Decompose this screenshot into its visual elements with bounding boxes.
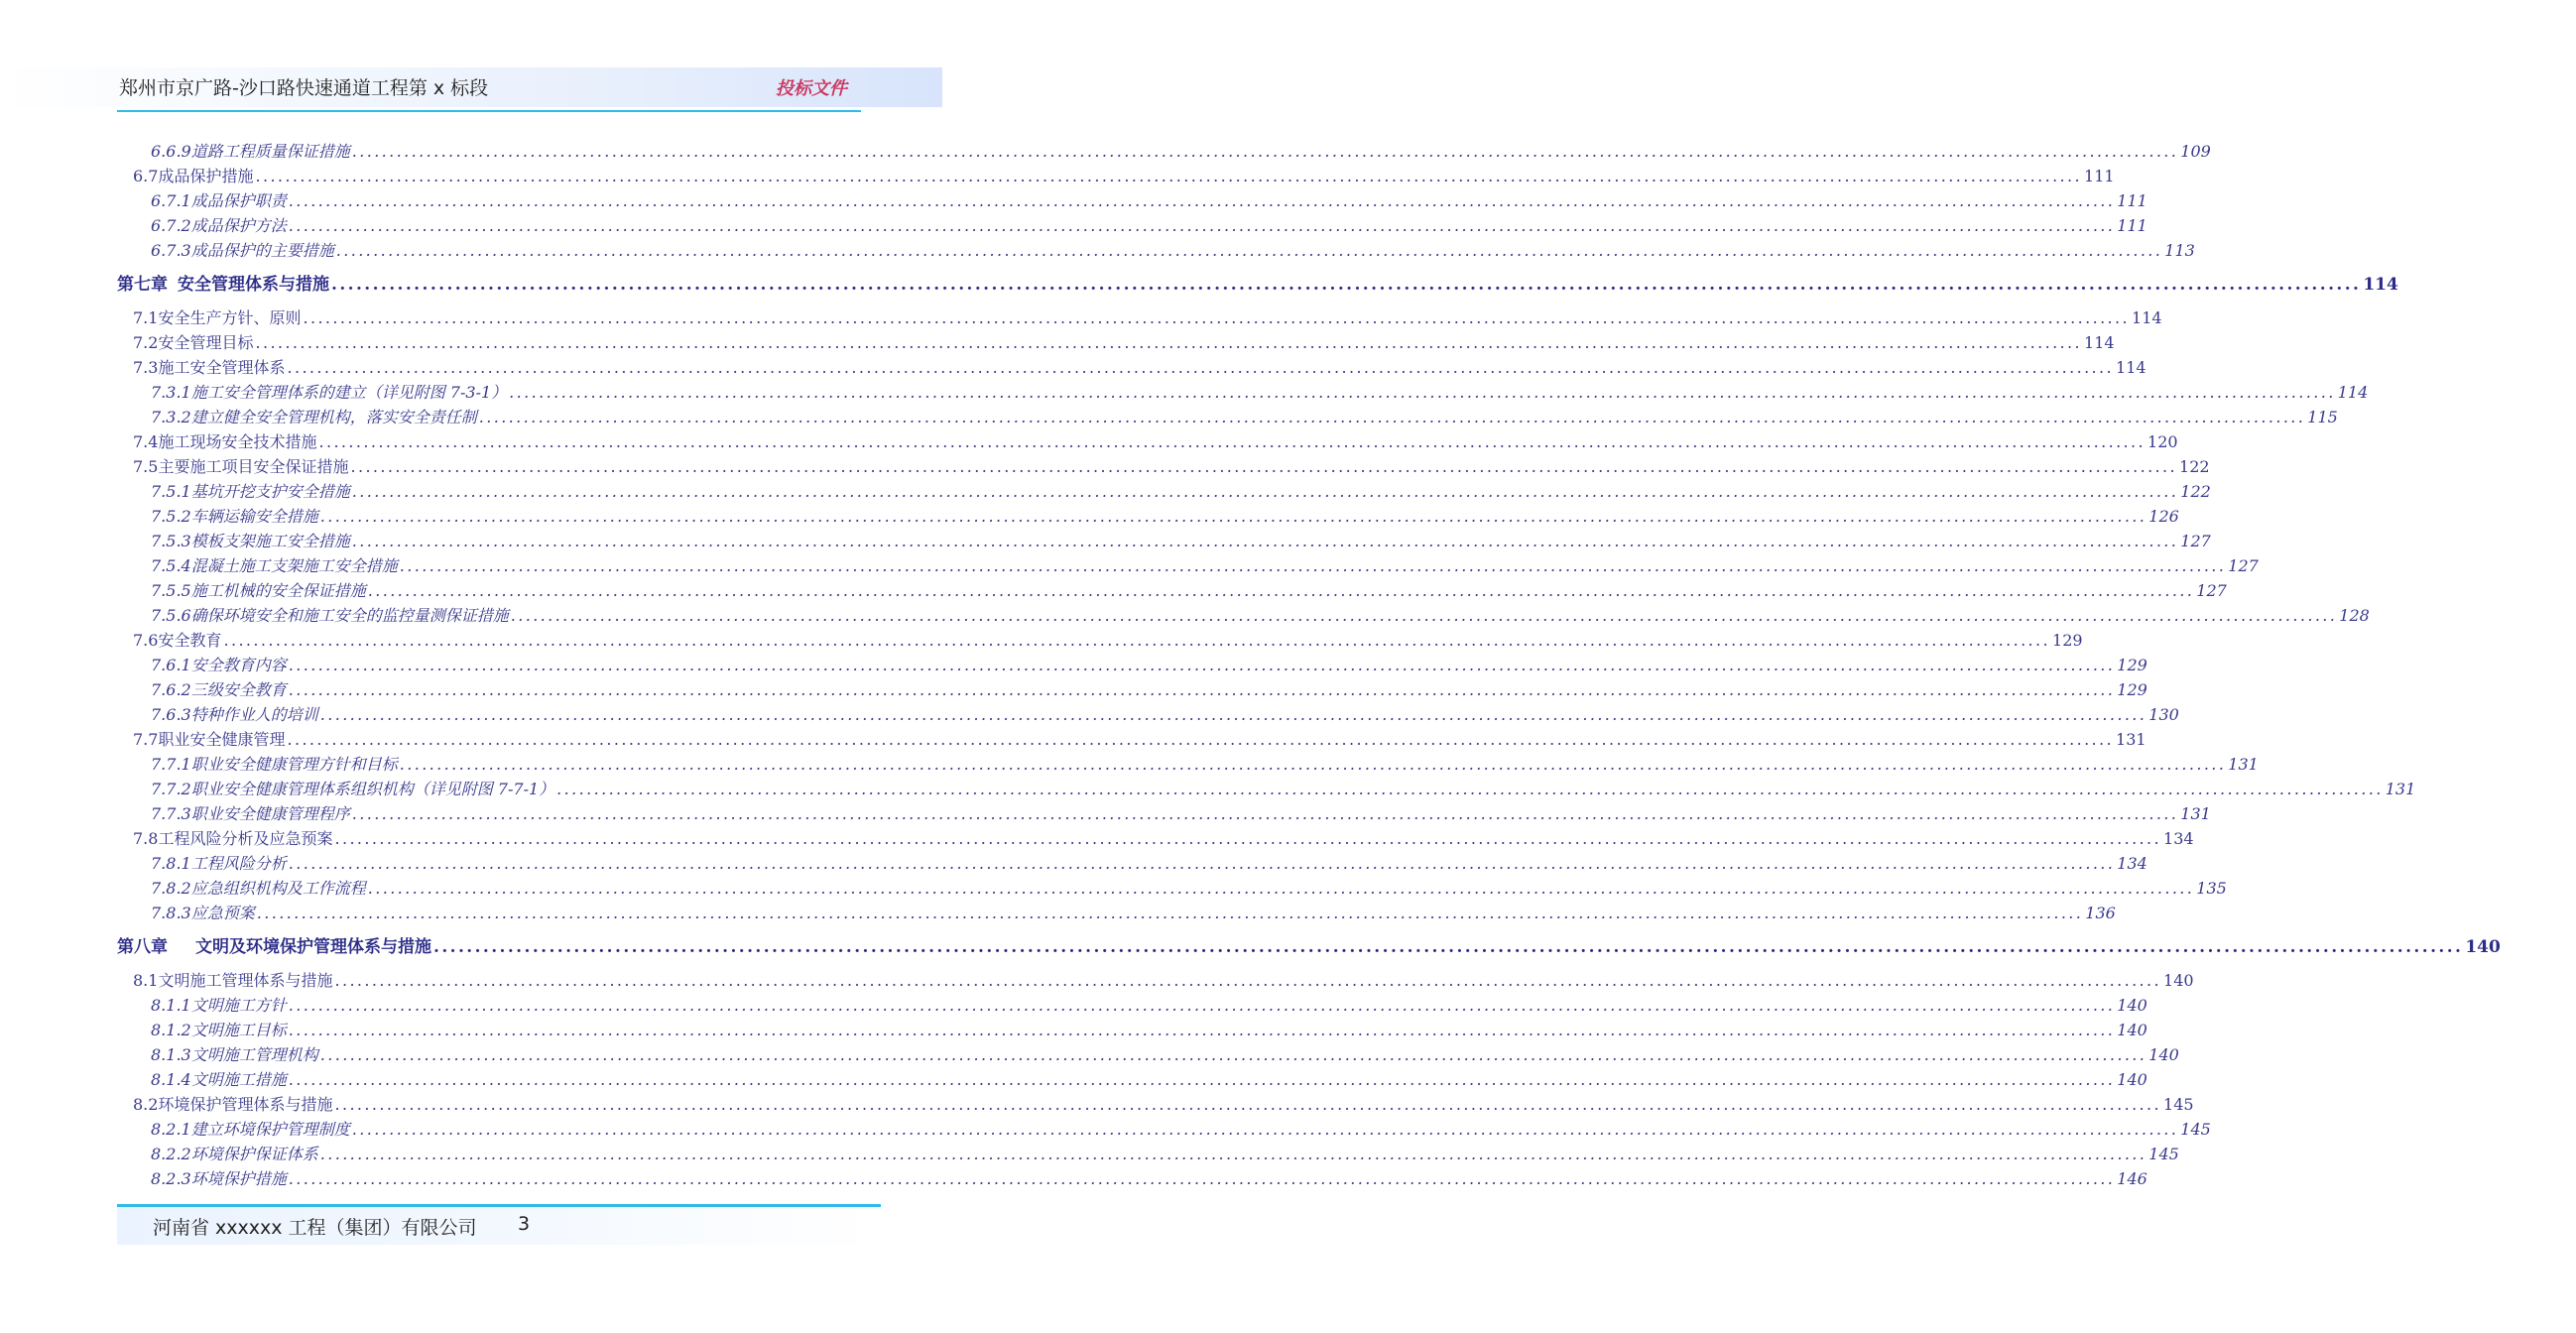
toc-entry[interactable] xyxy=(0,1068,2147,1092)
toc-entry-title: 施工机械的安全保证措施 xyxy=(190,581,366,600)
toc-entry-title: 道路工程质量保证措施 xyxy=(190,142,350,161)
toc-entry[interactable] xyxy=(0,331,2115,355)
toc-entry-title: 应急预案 xyxy=(190,904,255,922)
toc-entry[interactable] xyxy=(0,802,2211,826)
toc-entry-page: 111 xyxy=(2084,167,2115,185)
toc-entry-number: 第七章 xyxy=(117,275,168,295)
toc-entry[interactable] xyxy=(0,827,2194,851)
toc-leader-dots xyxy=(352,140,2179,164)
toc-entry-title: 施工安全管理体系的建立（详见附图 7-3-1） xyxy=(190,383,508,402)
toc-leader-dots xyxy=(334,827,2161,851)
toc-entry[interactable] xyxy=(0,1118,2211,1142)
toc-leader-dots xyxy=(318,430,2146,454)
toc-entry-number: 8.1.1 xyxy=(151,996,191,1015)
toc-entry-title: 基坑开挖支护安全措施 xyxy=(190,482,350,501)
toc-entry[interactable] xyxy=(0,480,2211,504)
toc-entry-title: 文明施工方针 xyxy=(190,996,287,1015)
toc-leader-dots xyxy=(320,505,2147,529)
toc-entry-number: 6.7.2 xyxy=(151,216,191,235)
toc-entry-number: 6.7.1 xyxy=(151,191,191,210)
toc-entry[interactable] xyxy=(0,455,2210,479)
toc-entry-page: 113 xyxy=(2164,241,2195,260)
toc-entry-page: 111 xyxy=(2117,191,2147,210)
toc-entry-page: 134 xyxy=(2117,854,2147,873)
toc-entry-page: 127 xyxy=(2228,556,2259,575)
toc-entry-page: 131 xyxy=(2180,804,2211,823)
toc-entry-title: 职业安全健康管理程序 xyxy=(190,804,350,823)
toc-entry-title: 文明施工管理体系与措施 xyxy=(158,971,333,990)
toc-entry[interactable] xyxy=(0,604,2370,628)
toc-leader-dots xyxy=(479,406,2306,429)
toc-entry[interactable] xyxy=(0,1143,2179,1166)
toc-entry-number: 7.3.2 xyxy=(151,408,191,426)
toc-entry-number: 6.7.3 xyxy=(151,241,191,260)
toc-entry-page: 140 xyxy=(2117,1070,2147,1089)
toc-entry-page: 146 xyxy=(2117,1169,2147,1188)
toc-entry-page: 129 xyxy=(2117,680,2147,699)
toc-entry-title: 建立健全安全管理机构，落实安全责任制 xyxy=(190,408,477,426)
toc-entry-title: 混凝土施工支架施工安全措施 xyxy=(190,556,398,575)
header-title: 郑州市京广路-沙口路快速通道工程第 x 标段 xyxy=(119,77,489,99)
toc-entry-page: 128 xyxy=(2339,606,2370,625)
toc-leader-dots xyxy=(289,654,2116,677)
toc-leader-dots xyxy=(352,480,2179,504)
toc-entry-number: 7.7.1 xyxy=(151,755,191,774)
toc-entry-number: 7.5.3 xyxy=(151,532,191,550)
toc-entry-title: 文明施工管理机构 xyxy=(190,1045,318,1064)
toc-entry[interactable] xyxy=(0,430,2178,454)
toc-entry-page: 111 xyxy=(2117,216,2147,235)
toc-leader-dots xyxy=(320,703,2147,727)
toc-entry-number: 6.7 xyxy=(133,167,159,185)
toc-entry-page: 114 xyxy=(2084,333,2115,352)
toc-entry-page: 120 xyxy=(2147,432,2178,451)
toc-leader-dots xyxy=(511,604,2338,628)
toc-entry-title: 施工现场安全技术措施 xyxy=(158,432,317,451)
toc-entry-title: 主要施工项目安全保证措施 xyxy=(158,457,349,476)
toc-entry[interactable] xyxy=(0,654,2147,677)
toc-entry-number: 7.8.1 xyxy=(151,854,191,873)
toc-leader-dots xyxy=(368,877,2195,901)
toc-leader-dots xyxy=(257,902,2084,925)
toc-entry-page: 140 xyxy=(2163,971,2194,990)
toc-entry-page: 122 xyxy=(2180,482,2211,501)
toc-entry-page: 127 xyxy=(2180,532,2211,550)
toc-entry[interactable] xyxy=(0,165,2115,188)
toc-entry[interactable] xyxy=(0,703,2179,727)
toc-entry-page: 140 xyxy=(2465,937,2501,957)
toc-leader-dots xyxy=(334,969,2161,993)
toc-entry[interactable] xyxy=(0,140,2211,164)
toc-entry[interactable] xyxy=(0,778,2416,801)
toc-entry-title: 成品保护的主要措施 xyxy=(190,241,334,260)
toc-entry-number: 7.5.4 xyxy=(151,556,191,575)
toc-leader-dots xyxy=(255,165,2082,188)
toc-entry-title: 工程风险分析 xyxy=(190,854,287,873)
toc-leader-dots xyxy=(400,753,2227,777)
toc-entry[interactable] xyxy=(0,406,2338,429)
toc-leader-dots xyxy=(289,852,2116,876)
toc-entry-title: 安全教育 xyxy=(158,631,222,650)
toc-leader-dots xyxy=(287,356,2114,380)
toc-entry-number: 8.1 xyxy=(133,971,159,990)
toc-entry-number: 第八章 xyxy=(117,937,168,957)
toc-leader-dots xyxy=(334,1093,2161,1117)
toc-entry-page: 135 xyxy=(2196,879,2227,898)
toc-entry-page: 131 xyxy=(2116,730,2147,749)
toc-entry-title: 职业安全健康管理方针和目标 xyxy=(190,755,398,774)
toc-entry-number: 8.2.1 xyxy=(151,1120,191,1139)
toc-entry-number: 7.5 xyxy=(133,457,159,476)
toc-entry-page: 134 xyxy=(2163,829,2194,848)
toc-leader-dots xyxy=(289,994,2116,1018)
toc-entry[interactable] xyxy=(0,530,2211,553)
toc-entry-number: 7.5.5 xyxy=(151,581,191,600)
toc-entry-title: 应急组织机构及工作流程 xyxy=(190,879,366,898)
toc-entry-number: 7.6.2 xyxy=(151,680,191,699)
toc-entry-number: 8.1.2 xyxy=(151,1021,191,1039)
toc-leader-dots xyxy=(255,331,2082,355)
toc-entry-page: 129 xyxy=(2117,656,2147,674)
toc-entry[interactable] xyxy=(0,678,2147,702)
toc-leader-dots xyxy=(289,1167,2116,1191)
toc-entry-number: 8.2.2 xyxy=(151,1145,191,1163)
toc-leader-dots xyxy=(223,629,2050,653)
toc-entry-title: 工程风险分析及应急预案 xyxy=(158,829,333,848)
toc-leader-dots xyxy=(556,778,2384,801)
toc-entry-title: 成品保护方法 xyxy=(190,216,287,235)
toc-entry[interactable] xyxy=(0,306,2162,330)
toc-entry[interactable] xyxy=(0,877,2227,901)
toc-entry-title: 施工安全管理体系 xyxy=(158,358,286,377)
toc-leader-dots xyxy=(368,579,2195,603)
toc-entry[interactable] xyxy=(0,381,2369,405)
toc-entry[interactable] xyxy=(0,728,2147,752)
toc-entry-page: 109 xyxy=(2180,142,2211,161)
toc-entry[interactable] xyxy=(0,994,2147,1018)
toc-entry-number: 7.5.1 xyxy=(151,482,191,501)
toc-entry-title: 确保环境安全和施工安全的监控量测保证措施 xyxy=(190,606,509,625)
toc-entry-title: 成品保护职责 xyxy=(190,191,287,210)
toc-entry-title: 车辆运输安全措施 xyxy=(190,507,318,526)
toc-entry-number: 7.7 xyxy=(133,730,159,749)
toc-entry-page: 114 xyxy=(2337,383,2369,402)
toc-entry[interactable] xyxy=(0,239,2195,263)
toc-entry-page: 114 xyxy=(2116,358,2147,377)
toc-leader-dots xyxy=(433,935,2463,959)
toc-leader-dots xyxy=(289,678,2116,702)
toc-entry-number: 7.5.6 xyxy=(151,606,191,625)
footer-company: 河南省 xxxxxx 工程（集团）有限公司 xyxy=(153,1217,477,1239)
toc-entry-number: 7.3.1 xyxy=(151,383,191,402)
toc-entry[interactable] xyxy=(0,969,2194,993)
toc-entry-page: 114 xyxy=(2132,308,2162,327)
toc-entry-title: 安全教育内容 xyxy=(190,656,287,674)
toc-entry-number: 8.2.3 xyxy=(151,1169,191,1188)
toc-entry-page: 131 xyxy=(2228,755,2259,774)
toc-entry-page: 122 xyxy=(2179,457,2210,476)
toc-entry[interactable] xyxy=(0,1093,2194,1117)
toc-entry-page: 145 xyxy=(2163,1095,2194,1114)
toc-entry-page: 131 xyxy=(2385,780,2416,798)
toc-leader-dots xyxy=(336,239,2163,263)
toc-entry-page: 127 xyxy=(2196,581,2227,600)
toc-entry-number: 8.1.4 xyxy=(151,1070,191,1089)
toc-entry-number: 7.6.3 xyxy=(151,705,191,724)
page-number: 3 xyxy=(518,1213,531,1235)
toc-leader-dots xyxy=(289,1068,2116,1092)
toc-entry-title: 文明施工措施 xyxy=(190,1070,287,1089)
toc-entry-page: 145 xyxy=(2148,1145,2179,1163)
toc-entry-number: 8.1.3 xyxy=(151,1045,191,1064)
toc-entry-title: 建立环境保护管理制度 xyxy=(190,1120,350,1139)
toc-entry-page: 140 xyxy=(2117,1021,2147,1039)
toc-leader-dots xyxy=(331,273,2361,297)
toc-entry[interactable] xyxy=(0,1167,2147,1191)
toc-entry-number: 8.2 xyxy=(133,1095,159,1114)
toc-entry-page: 140 xyxy=(2148,1045,2179,1064)
toc-leader-dots xyxy=(350,455,2177,479)
toc-entry[interactable] xyxy=(0,753,2259,777)
toc-entry-page: 145 xyxy=(2180,1120,2211,1139)
toc-entry-title: 环境保护措施 xyxy=(190,1169,287,1188)
toc-entry-page: 140 xyxy=(2117,996,2147,1015)
toc-entry-title: 模板支架施工安全措施 xyxy=(190,532,350,550)
toc-entry-page: 115 xyxy=(2307,408,2338,426)
toc-leader-dots xyxy=(289,214,2116,238)
toc-entry-title: 安全管理体系与措施 xyxy=(178,275,329,295)
toc-entry-number: 7.3 xyxy=(133,358,159,377)
toc-entry-number: 7.8.3 xyxy=(151,904,191,922)
toc-entry-page: 136 xyxy=(2085,904,2116,922)
header-divider xyxy=(117,110,861,112)
toc-entry[interactable] xyxy=(0,1019,2147,1042)
toc-entry-number: 6.6.9 xyxy=(151,142,191,161)
toc-entry-number: 7.8 xyxy=(133,829,159,848)
toc-leader-dots xyxy=(289,1019,2116,1042)
toc-entry[interactable] xyxy=(0,189,2147,213)
toc-entry-number: 7.2 xyxy=(133,333,159,352)
toc-entry-title: 文明施工目标 xyxy=(190,1021,287,1039)
toc-entry-title: 三级安全教育 xyxy=(190,680,287,699)
toc-entry[interactable] xyxy=(0,902,2116,925)
toc-leader-dots xyxy=(320,1143,2147,1166)
toc-entry-title: 成品保护措施 xyxy=(158,167,254,185)
toc-entry-number: 7.7.2 xyxy=(151,780,191,798)
toc-entry-number: 7.8.2 xyxy=(151,879,191,898)
toc-entry[interactable] xyxy=(0,1043,2179,1067)
toc-entry-number: 7.1 xyxy=(133,308,159,327)
toc-entry-title: 文明及环境保护管理体系与措施 xyxy=(195,937,431,957)
toc-leader-dots xyxy=(352,530,2179,553)
toc-leader-dots xyxy=(287,728,2114,752)
toc-leader-dots xyxy=(289,189,2116,213)
toc-entry[interactable] xyxy=(0,214,2147,238)
toc-entry-title: 环境保护保证体系 xyxy=(190,1145,318,1163)
toc-leader-dots xyxy=(352,1118,2179,1142)
toc-entry[interactable] xyxy=(0,554,2259,578)
toc-entry[interactable] xyxy=(0,356,2147,380)
toc-leader-dots xyxy=(303,306,2130,330)
toc-leader-dots xyxy=(400,554,2227,578)
toc-entry-title: 安全生产方针、原则 xyxy=(158,308,302,327)
toc-entry-number: 7.6 xyxy=(133,631,159,650)
toc-entry-title: 环境保护管理体系与措施 xyxy=(158,1095,333,1114)
toc-entry-number: 7.7.3 xyxy=(151,804,191,823)
toc-entry-title: 职业安全健康管理体系组织机构（详见附图 7-7-1） xyxy=(190,780,555,798)
toc-entry-title: 特种作业人的培训 xyxy=(190,705,318,724)
toc-entry[interactable] xyxy=(0,579,2227,603)
toc-entry[interactable] xyxy=(0,505,2179,529)
toc-entry-title: 职业安全健康管理 xyxy=(158,730,286,749)
toc-leader-dots xyxy=(509,381,2336,405)
toc-entry-number: 7.5.2 xyxy=(151,507,191,526)
toc-entry[interactable] xyxy=(0,852,2147,876)
toc-chapter[interactable] xyxy=(0,935,2501,959)
toc-leader-dots xyxy=(352,802,2179,826)
toc-entry-number: 7.6.1 xyxy=(151,656,191,674)
toc-entry-page: 126 xyxy=(2148,507,2179,526)
toc-chapter[interactable] xyxy=(0,273,2398,297)
toc-entry[interactable] xyxy=(0,629,2083,653)
toc-entry-number: 7.4 xyxy=(133,432,159,451)
toc-entry-page: 130 xyxy=(2148,705,2179,724)
toc-leader-dots xyxy=(320,1043,2147,1067)
toc-entry-title: 安全管理目标 xyxy=(158,333,254,352)
header-doc-type: 投标文件 xyxy=(776,78,847,99)
toc-entry-page: 129 xyxy=(2052,631,2083,650)
toc-entry-page: 114 xyxy=(2363,275,2398,295)
